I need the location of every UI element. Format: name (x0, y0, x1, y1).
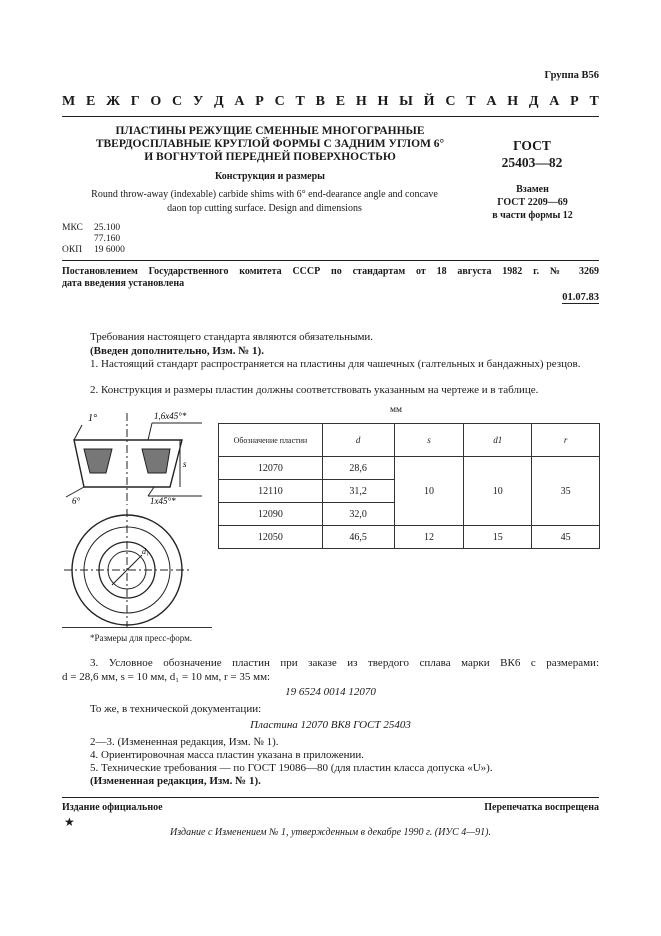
decree-line: Постановлением Государственного комитета СССР по стандартам от 18 августа 1982 г. № 3269 (62, 266, 599, 277)
table-row: 12090 32,0 (219, 503, 600, 526)
requirements-amendment: (Введен дополнительно, Изм. № 1). (90, 345, 264, 357)
reprint-prohibited: Перепечатка воспрещена (484, 802, 599, 813)
banner-letter: Р (255, 94, 264, 109)
insert-drawing (62, 405, 212, 627)
footnote-rule (62, 627, 212, 628)
insert-section-hatch-left (84, 449, 112, 473)
banner-letter: Д (528, 94, 539, 109)
banner-letter: С (172, 94, 183, 109)
banner-letter: А (234, 94, 245, 109)
merged-s: 10 (394, 457, 464, 526)
table-row: 12070 28,6 10 10 35 (219, 457, 600, 480)
header-d1: d1 (464, 424, 532, 457)
banner-letter: О (150, 94, 162, 109)
banner-letter: У (192, 94, 204, 109)
chamfer-top-arrow (148, 423, 152, 440)
amendment-2-3: 2—3. (Измененная редакция, Изм. № 1). (90, 736, 279, 748)
replaces-block: Взамен ГОСТ 2209—69 в части формы 12 (492, 184, 573, 221)
dim-angle-6: 6° (72, 496, 81, 506)
merged-r: 35 (532, 457, 600, 526)
tech-doc-label: То же, в технической документации: (90, 703, 262, 715)
paragraph-5: 5. Технические требования — по ГОСТ 19086—80 (для пластин класса допуска «U»). (90, 762, 493, 774)
banner-letter: А (549, 94, 560, 109)
dim-s: s (183, 459, 187, 469)
dim-d1: d₁ (142, 547, 149, 556)
insert-section-hatch-right (142, 449, 170, 473)
introduction-date-label: дата введения установлена (62, 278, 185, 289)
dim-angle-1: 1° (88, 413, 97, 424)
plan-view (64, 509, 190, 627)
designation-code: 19 6524 0014 12070 (285, 686, 376, 698)
decree-rule (62, 260, 599, 261)
angle-leader (74, 425, 82, 440)
dim-chamfer-bottom: 1x45°* (150, 496, 176, 506)
banner-letter: Т (295, 94, 305, 109)
banner-letter: В (315, 94, 325, 109)
table-row: 12050 46,5 12 15 45 (219, 526, 600, 549)
banner-letter: А (486, 94, 497, 109)
requirements-note: Требования настоящего стандарта являются обязательными. (90, 331, 374, 343)
group-code: Группа В56 (544, 70, 599, 81)
amendment-5: (Измененная редакция, Изм. № 1). (90, 775, 261, 787)
header-s: s (394, 424, 464, 457)
footnote: *Размеры для пресс-форм. (90, 633, 193, 643)
section-3-text-a: 3. Условное обозначение пластин при заказе из твердого сплава марки ВК6 с размерами: (90, 657, 599, 669)
star-icon: ★ (64, 815, 75, 829)
banner-letter: Е (85, 94, 96, 109)
banner-letter: Н (355, 94, 367, 109)
header-d: d (322, 424, 394, 457)
chamfer-bottom-arrow (148, 487, 154, 496)
official-edition: Издание официальное (62, 802, 163, 813)
english-title: Round throw-away (indexable) carbide shims with 6° end-dearance angle and concave daon top cutting surface. Design and dimensions (91, 189, 438, 214)
standard-type-banner (62, 94, 599, 110)
footer-rule (62, 797, 599, 798)
banner-letter: Н (507, 94, 519, 109)
banner-letter: Д (213, 94, 224, 109)
table-row: 12110 31,2 (219, 480, 600, 503)
section-view (66, 413, 202, 505)
banner-letter: Ы (399, 94, 413, 109)
banner-letter: Г (130, 94, 140, 109)
paragraph-2: 2. Конструкция и размеры пластин должны соответствовать указанным на чертеже и в таблице. (90, 384, 539, 396)
edition-note: Издание с Изменением № 1, утвержденным в декабре 1990 г. (ИУС 4—91). (170, 827, 491, 838)
paragraph-1: 1. Настоящий стандарт распространяется на пластины для чашечных (галтельных и бандажных) резцов. (90, 358, 581, 370)
classifier-codes: МКС 25.100 77.160 ОКП 19 6000 (62, 223, 125, 255)
designation-tech: Пластина 12070 ВК8 ГОСТ 25403 (250, 719, 411, 731)
section-3-text-b: d = 28,6 мм, s = 10 мм, d₁ = 10 мм, r = 35 мм: (62, 671, 271, 683)
gost-number: ГОСТ 25403—82 (501, 138, 563, 170)
table-units: мм (390, 405, 403, 415)
banner-letter: М (62, 94, 76, 109)
header-designation: Обозначение пластин (219, 424, 323, 457)
introduction-date: 01.07.83 (562, 292, 599, 303)
document-title: ПЛАСТИНЫ РЕЖУЩИЕ СМЕННЫЕ МНОГОГРАННЫЕ ТВЕРДОСПЛАВНЫЕ КРУГЛОЙ ФОРМЫ С ЗАДНИМ УГЛОМ 6° И ВОГНУТОЙ ПЕРЕДНЕЙ ПОВЕРХНОСТЬЮ (95, 125, 445, 163)
merged-d1: 10 (464, 457, 532, 526)
header-r: r (532, 424, 600, 457)
banner-letter: С (445, 94, 456, 109)
dim-chamfer-top: 1,6x45°* (154, 411, 187, 421)
header-rule (62, 116, 599, 117)
banner-letter: Е (335, 94, 346, 109)
document-subtitle: Конструкция и размеры (215, 171, 325, 182)
banner-letter: Ж (106, 94, 120, 109)
banner-letter: С (274, 94, 285, 109)
banner-letter: Р (570, 94, 579, 109)
banner-letter: Т (466, 94, 476, 109)
paragraph-4: 4. Ориентировочная масса пластин указана в приложении. (90, 749, 364, 761)
banner-letter: Й (423, 94, 435, 109)
dimensions-table (218, 423, 600, 549)
banner-letter: Н (377, 94, 389, 109)
banner-letter: Т (589, 94, 599, 109)
